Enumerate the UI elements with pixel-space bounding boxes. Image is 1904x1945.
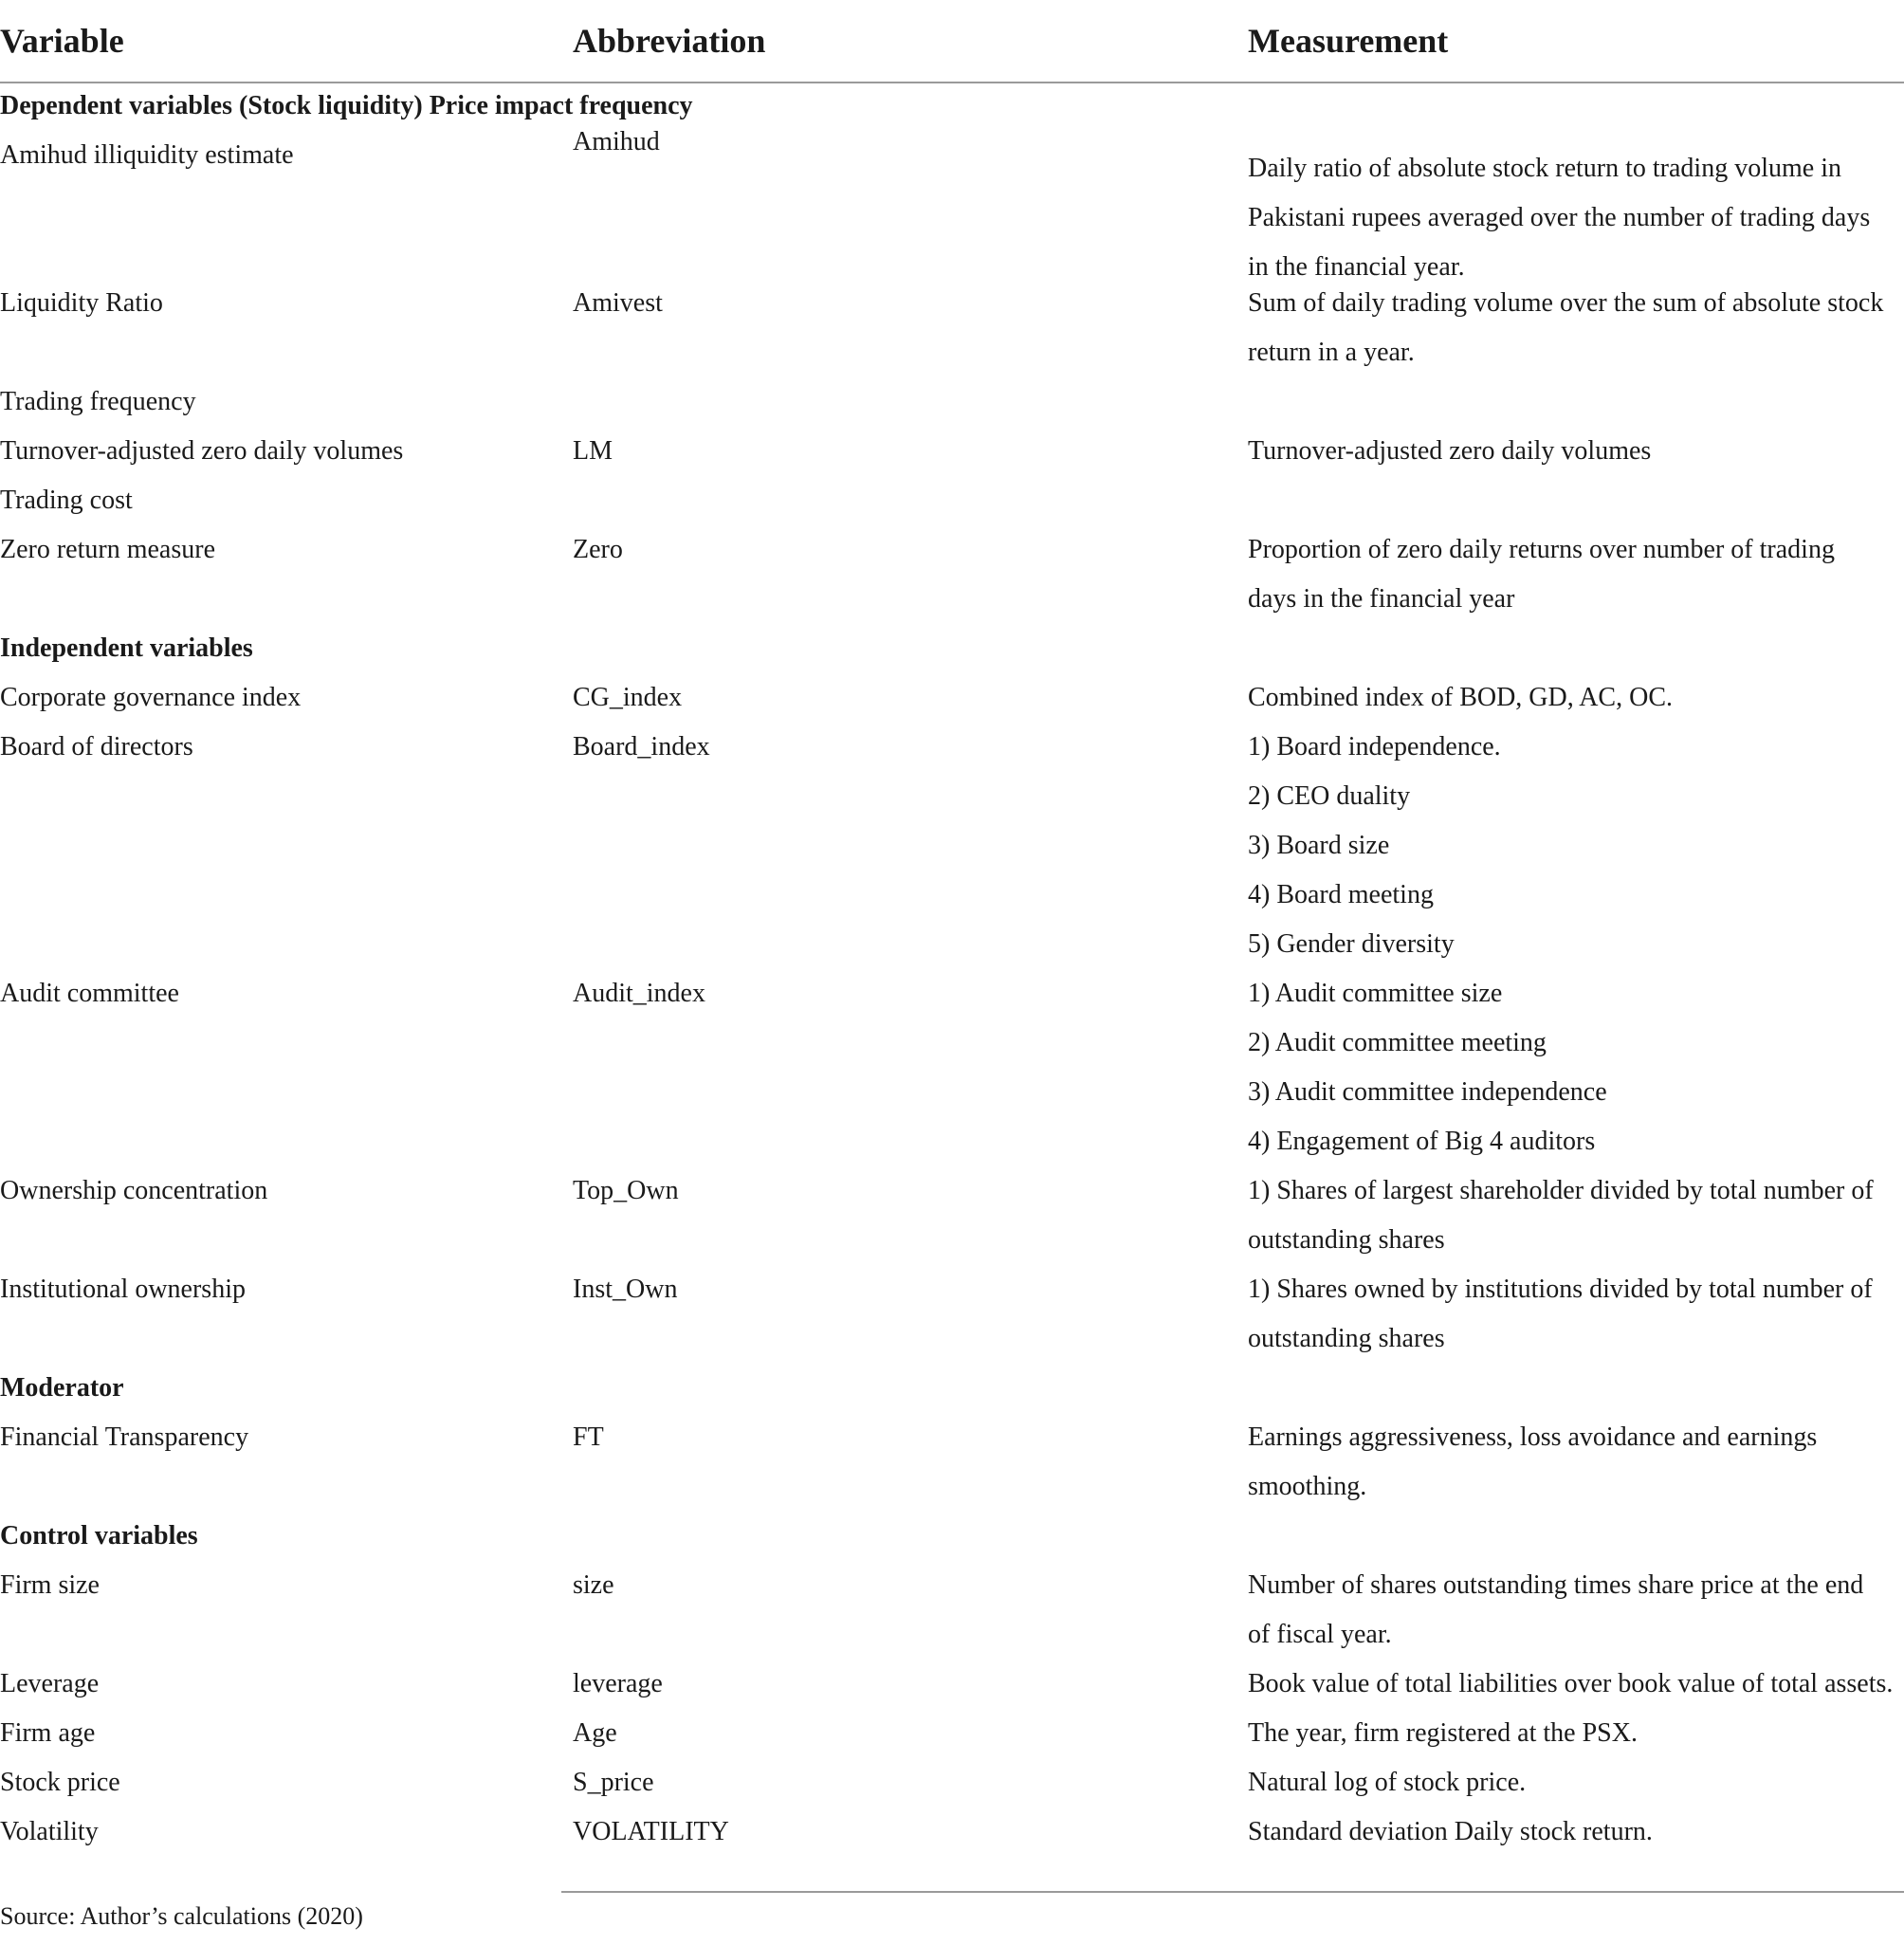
measurement-line: The year, firm registered at the PSX. bbox=[1248, 1718, 1638, 1748]
table-row bbox=[0, 1166, 1904, 1265]
measurement-line: 4) Engagement of Big 4 auditors bbox=[1248, 1127, 1596, 1156]
table-row bbox=[0, 127, 1904, 282]
column-header-measurement: Measurement bbox=[1248, 22, 1449, 60]
abbreviation-cell: FT bbox=[573, 1422, 604, 1452]
measurement-cell bbox=[1248, 1709, 1904, 1758]
variable-cell: Board of directors bbox=[0, 732, 193, 761]
section-header-row bbox=[0, 624, 1904, 673]
variable-cell: Zero return measure bbox=[0, 535, 215, 564]
measurement-line: 2) CEO duality bbox=[1248, 781, 1411, 811]
measurement-line: outstanding shares bbox=[1248, 1324, 1445, 1353]
table-row bbox=[0, 1660, 1904, 1709]
measurement-cell bbox=[1248, 144, 1904, 292]
variable-cell: Firm size bbox=[0, 1570, 100, 1600]
section-label: Control variables bbox=[0, 1521, 198, 1550]
variable-cell: Turnover-adjusted zero daily volumes bbox=[0, 436, 404, 466]
table-row bbox=[0, 723, 1904, 969]
measurement-line: 1) Board independence. bbox=[1248, 732, 1501, 761]
abbreviation-cell: CG_index bbox=[573, 683, 683, 712]
variable-cell: Leverage bbox=[0, 1669, 100, 1698]
measurement-line: Daily ratio of absolute stock return to trading volume in bbox=[1248, 154, 1841, 183]
abbreviation-cell: Top_Own bbox=[573, 1176, 679, 1205]
table-row bbox=[0, 377, 1904, 427]
table-row bbox=[0, 427, 1904, 476]
variable-cell: Firm age bbox=[0, 1718, 96, 1748]
measurement-line: Natural log of stock price. bbox=[1248, 1768, 1527, 1797]
table-row bbox=[0, 1413, 1904, 1512]
abbreviation-cell: leverage bbox=[573, 1669, 663, 1698]
variable-cell: Volatility bbox=[0, 1817, 99, 1846]
measurement-cell bbox=[1248, 1807, 1904, 1857]
table-header-row bbox=[0, 0, 1904, 83]
measurement-cell bbox=[1248, 723, 1904, 969]
variable-cell: Ownership concentration bbox=[0, 1176, 268, 1205]
measurement-line: Book value of total liabilities over book value of total assets. bbox=[1248, 1669, 1894, 1698]
measurement-line: Standard deviation Daily stock return. bbox=[1248, 1817, 1653, 1846]
variable-cell: Liquidity Ratio bbox=[0, 288, 163, 318]
table-row bbox=[0, 673, 1904, 723]
variable-cell: Trading cost bbox=[0, 486, 133, 515]
measurement-line: smoothing. bbox=[1248, 1472, 1367, 1501]
abbreviation-cell: Inst_Own bbox=[573, 1275, 678, 1304]
measurement-line: 2) Audit committee meeting bbox=[1248, 1028, 1547, 1057]
measurement-cell bbox=[1248, 1660, 1904, 1709]
measurement-line: 1) Shares owned by institutions divided by total number of bbox=[1248, 1275, 1873, 1304]
measurement-line: 3) Audit committee independence bbox=[1248, 1077, 1607, 1107]
table-row bbox=[0, 1807, 1904, 1857]
table-row bbox=[0, 1758, 1904, 1807]
abbreviation-cell: LM bbox=[573, 436, 613, 466]
abbreviation-cell: VOLATILITY bbox=[573, 1817, 729, 1846]
variable-cell: Financial Transparency bbox=[0, 1422, 249, 1452]
measurement-line: 3) Board size bbox=[1248, 831, 1390, 860]
measurement-cell bbox=[1248, 1166, 1904, 1265]
measurement-cell bbox=[1248, 1413, 1904, 1512]
measurement-line: Turnover-adjusted zero daily volumes bbox=[1248, 436, 1652, 466]
measurement-line: outstanding shares bbox=[1248, 1225, 1445, 1255]
table-row bbox=[0, 1709, 1904, 1758]
abbreviation-cell: size bbox=[573, 1570, 614, 1600]
measurement-line: 1) Shares of largest shareholder divided by total number of bbox=[1248, 1176, 1874, 1205]
section-label: Moderator bbox=[0, 1373, 124, 1403]
variable-cell: Audit committee bbox=[0, 979, 179, 1008]
measurement-line: of fiscal year. bbox=[1248, 1620, 1392, 1649]
table-row bbox=[0, 525, 1904, 624]
abbreviation-cell: Amihud bbox=[573, 127, 660, 156]
abbreviation-cell: Audit_index bbox=[573, 979, 705, 1008]
measurement-line: in the financial year. bbox=[1248, 252, 1465, 282]
variable-cell: Amihud illiquidity estimate bbox=[0, 140, 294, 170]
measurement-cell bbox=[1248, 525, 1904, 624]
table-row bbox=[0, 1265, 1904, 1364]
measurement-cell bbox=[1248, 427, 1904, 476]
section-label: Independent variables bbox=[0, 633, 253, 663]
abbreviation-cell: Zero bbox=[573, 535, 623, 564]
table-bottom-rule bbox=[561, 1891, 1904, 1893]
measurement-cell bbox=[1248, 969, 1904, 1166]
section-label: Dependent variables (Stock liquidity) Price impact frequency bbox=[0, 91, 693, 120]
table-row bbox=[0, 969, 1904, 1166]
measurement-line: days in the financial year bbox=[1248, 584, 1515, 614]
measurement-line: Pakistani rupees averaged over the number of trading days bbox=[1248, 203, 1871, 232]
measurement-line: 1) Audit committee size bbox=[1248, 979, 1503, 1008]
variable-cell: Institutional ownership bbox=[0, 1275, 246, 1304]
table-row bbox=[0, 1561, 1904, 1660]
measurement-cell bbox=[1248, 673, 1904, 723]
section-header-row bbox=[0, 1364, 1904, 1413]
measurement-line: Combined index of BOD, GD, AC, OC. bbox=[1248, 683, 1673, 712]
abbreviation-cell: Amivest bbox=[573, 288, 663, 318]
measurement-cell bbox=[1248, 1758, 1904, 1807]
variable-cell: Trading frequency bbox=[0, 387, 196, 416]
variable-cell: Corporate governance index bbox=[0, 683, 302, 712]
variable-cell: Stock price bbox=[0, 1768, 120, 1797]
measurement-line: 4) Board meeting bbox=[1248, 880, 1434, 909]
abbreviation-cell: Board_index bbox=[573, 732, 710, 761]
measurement-line: Sum of daily trading volume over the sum of absolute stock bbox=[1248, 288, 1884, 318]
measurement-line: 5) Gender diversity bbox=[1248, 929, 1455, 959]
measurement-line: Proportion of zero daily returns over number of trading bbox=[1248, 535, 1835, 564]
column-header-abbreviation: Abbreviation bbox=[573, 22, 766, 60]
table-row bbox=[0, 279, 1904, 377]
abbreviation-cell: S_price bbox=[573, 1768, 654, 1797]
measurement-line: Number of shares outstanding times share price at the end bbox=[1248, 1570, 1864, 1600]
measurement-line: return in a year. bbox=[1248, 338, 1415, 367]
table-row bbox=[0, 476, 1904, 525]
measurement-cell bbox=[1248, 1265, 1904, 1364]
measurement-cell bbox=[1248, 1561, 1904, 1660]
measurement-cell bbox=[1248, 279, 1904, 377]
measurement-line: Earnings aggressiveness, loss avoidance and earnings bbox=[1248, 1422, 1818, 1452]
abbreviation-cell: Age bbox=[573, 1718, 617, 1748]
source-note: Source: Author’s calculations (2020) bbox=[0, 1902, 363, 1930]
section-header-row bbox=[0, 1512, 1904, 1561]
table-body bbox=[0, 82, 1904, 1857]
column-header-variable: Variable bbox=[0, 22, 124, 60]
